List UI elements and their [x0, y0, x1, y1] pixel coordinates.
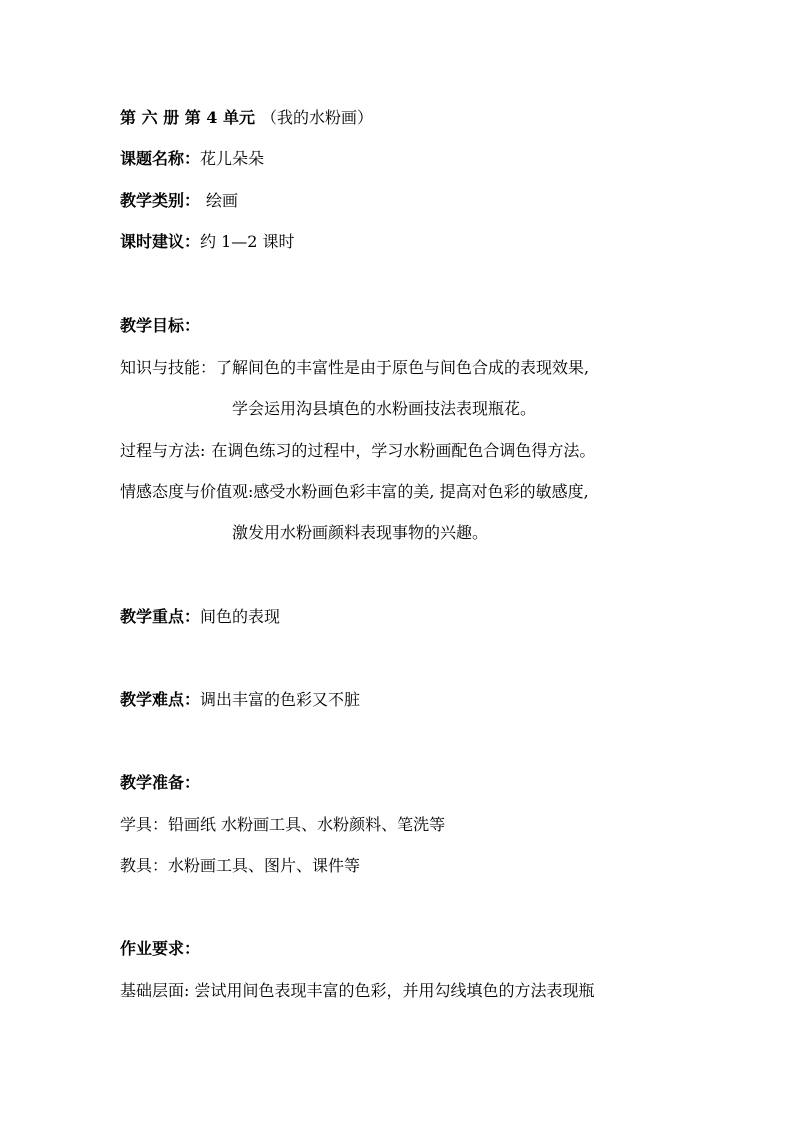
student-materials: 学具：铅画纸 水粉画工具、水粉颜料、笔洗等 [120, 815, 446, 834]
knowledge-line [120, 357, 690, 379]
difficulty-line [120, 689, 690, 711]
process-line [120, 440, 690, 462]
hours-line [120, 231, 690, 253]
topic-label: 课题名称： [120, 149, 201, 168]
hours-value: 约 1—2 课时 [200, 232, 295, 251]
topic-value: 花儿朵朵 [200, 149, 265, 168]
process-text: 在调色练习的过程中，学习水粉画配色合调色得方法。 [211, 441, 596, 460]
category-label: 教学类别： [120, 191, 201, 210]
topic-line [120, 148, 690, 170]
knowledge-line-2: 学会运用沟县填色的水粉画技法表现瓶花。 [232, 399, 537, 418]
focus-line [120, 606, 690, 628]
teacher-materials: 教具：水粉画工具、图片、课件等 [120, 856, 361, 875]
focus-value: 间色的表现 [200, 607, 281, 626]
emotion-label: 情感态度与价值观: [120, 482, 254, 501]
unit-subtitle: （我的水粉画） [261, 108, 374, 127]
difficulty-label: 教学难点： [120, 690, 201, 709]
process-label: 过程与方法: [120, 441, 206, 460]
knowledge-text: 了解间色的丰富性是由于原色与间色合成的表现效果, [216, 358, 590, 377]
preparation-heading: 教学准备： [120, 773, 201, 792]
knowledge-label: 知识与技能： [120, 358, 217, 377]
difficulty-value: 调出丰富的色彩又不脏 [200, 690, 361, 709]
hours-label: 课时建议： [120, 232, 201, 251]
homework-basic: 基础层面: 尝试用间色表现丰富的色彩，并用勾线填色的方法表现瓶 [120, 981, 595, 1000]
focus-label: 教学重点： [120, 607, 201, 626]
category-line [120, 190, 690, 212]
objectives-heading: 教学目标： [120, 316, 201, 335]
emotion-line-2: 激发用水粉画颜料表现事物的兴趣。 [232, 523, 489, 542]
unit-header [120, 107, 690, 129]
category-value: 绘画 [206, 191, 239, 210]
emotion-text: 感受水粉画色彩丰富的美, 提高对色彩的敏感度, [253, 482, 589, 501]
homework-heading: 作业要求： [120, 939, 201, 958]
unit-volume: 第 六 册 第 4 单元 [120, 108, 255, 127]
emotion-line [120, 481, 690, 503]
